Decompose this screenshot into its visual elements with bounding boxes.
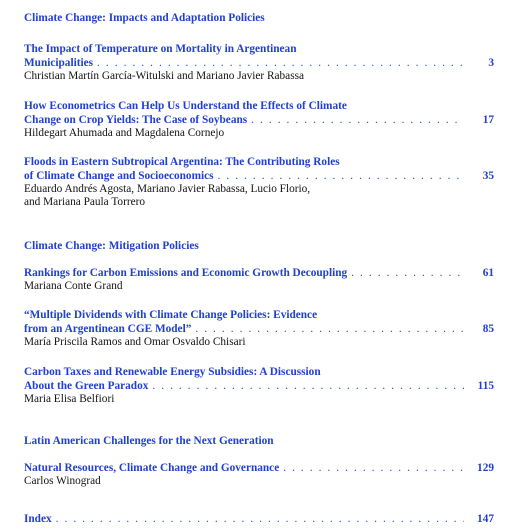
page-number[interactable]: 85 xyxy=(482,323,494,335)
section-heading: Latin American Challenges for the Next Generation xyxy=(24,435,274,447)
entry-title-line[interactable]: “Multiple Dividends with Climate Change Policies: Evidence xyxy=(24,309,318,321)
entry-authors: Mariana Conte Grand xyxy=(24,280,123,292)
page-number[interactable]: 115 xyxy=(477,380,494,392)
entry-title-text[interactable]: Municipalities xyxy=(24,57,94,69)
dot-leader xyxy=(351,266,464,280)
entry-title-line[interactable] xyxy=(24,56,494,70)
section-heading: Climate Change: Impacts and Adaptation Policies xyxy=(24,12,265,24)
toc-entry[interactable] xyxy=(24,266,494,293)
toc-entry-index[interactable] xyxy=(24,512,494,526)
page-number[interactable]: 3 xyxy=(488,57,494,69)
entry-title-text[interactable]: Rankings for Carbon Emissions and Economic Growth Decoupling xyxy=(24,267,348,279)
entry-title-text[interactable]: About the Green Paradox xyxy=(24,380,149,392)
entry-title-line[interactable]: Floods in Eastern Subtropical Argentina: The Contributing Roles xyxy=(24,156,340,168)
entry-title-line[interactable] xyxy=(24,379,494,393)
entry-title-text[interactable]: from an Argentinean CGE Model” xyxy=(24,323,192,335)
dot-leader xyxy=(283,461,464,475)
dot-leader xyxy=(152,379,464,393)
page-number[interactable]: 129 xyxy=(477,462,494,474)
dot-leader xyxy=(56,512,464,526)
dot-leader xyxy=(251,113,464,127)
entry-title-text[interactable]: Change on Crop Yields: The Case of Soybeans xyxy=(24,114,248,126)
entry-title-text[interactable]: of Climate Change and Socioeconomics xyxy=(24,170,214,182)
toc-entry[interactable] xyxy=(24,42,494,83)
entry-authors: María Priscila Ramos and Omar Osvaldo Chisari xyxy=(24,336,246,348)
dot-leader xyxy=(97,56,464,70)
entry-authors: and Mariana Paula Torrero xyxy=(24,196,146,208)
entry-title-line[interactable]: Carbon Taxes and Renewable Energy Subsidies: A Discussion xyxy=(24,366,321,378)
entry-title-line[interactable] xyxy=(24,169,494,183)
entry-title-line[interactable] xyxy=(24,512,494,526)
section-heading: Climate Change: Mitigation Policies xyxy=(24,240,199,252)
entry-title-line[interactable]: The Impact of Temperature on Mortality in Argentinean xyxy=(24,43,297,55)
entry-title-line[interactable] xyxy=(24,113,494,127)
entry-title-line[interactable] xyxy=(24,322,494,336)
entry-title-line[interactable] xyxy=(24,266,494,280)
entry-title-text[interactable]: Natural Resources, Climate Change and Governance xyxy=(24,462,280,474)
entry-authors: Maria Elisa Belfiori xyxy=(24,393,115,405)
entry-authors: Christian Martín García-Witulski and Mariano Javier Rabassa xyxy=(24,70,305,82)
toc-entry[interactable] xyxy=(24,461,494,488)
entry-title-line[interactable]: How Econometrics Can Help Us Understand the Effects of Climate xyxy=(24,100,347,112)
entry-title-text[interactable]: Index xyxy=(24,513,52,525)
entry-authors: Carlos Winograd xyxy=(24,475,101,487)
page-number[interactable]: 17 xyxy=(482,114,494,126)
toc-entry[interactable] xyxy=(24,155,494,209)
dot-leader xyxy=(195,322,464,336)
toc-entry[interactable] xyxy=(24,99,494,140)
page-number[interactable]: 147 xyxy=(477,513,494,525)
entry-authors: Hildegart Ahumada and Magdalena Cornejo xyxy=(24,127,225,139)
toc-entry[interactable] xyxy=(24,365,494,406)
page-number[interactable]: 35 xyxy=(482,170,494,182)
toc-entry[interactable] xyxy=(24,308,494,349)
dot-leader xyxy=(218,169,464,183)
page-number[interactable]: 61 xyxy=(482,267,494,279)
entry-title-line[interactable] xyxy=(24,461,494,475)
entry-authors: Eduardo Andrés Agosta, Mariano Javier Rabassa, Lucio Florio, xyxy=(24,183,311,195)
